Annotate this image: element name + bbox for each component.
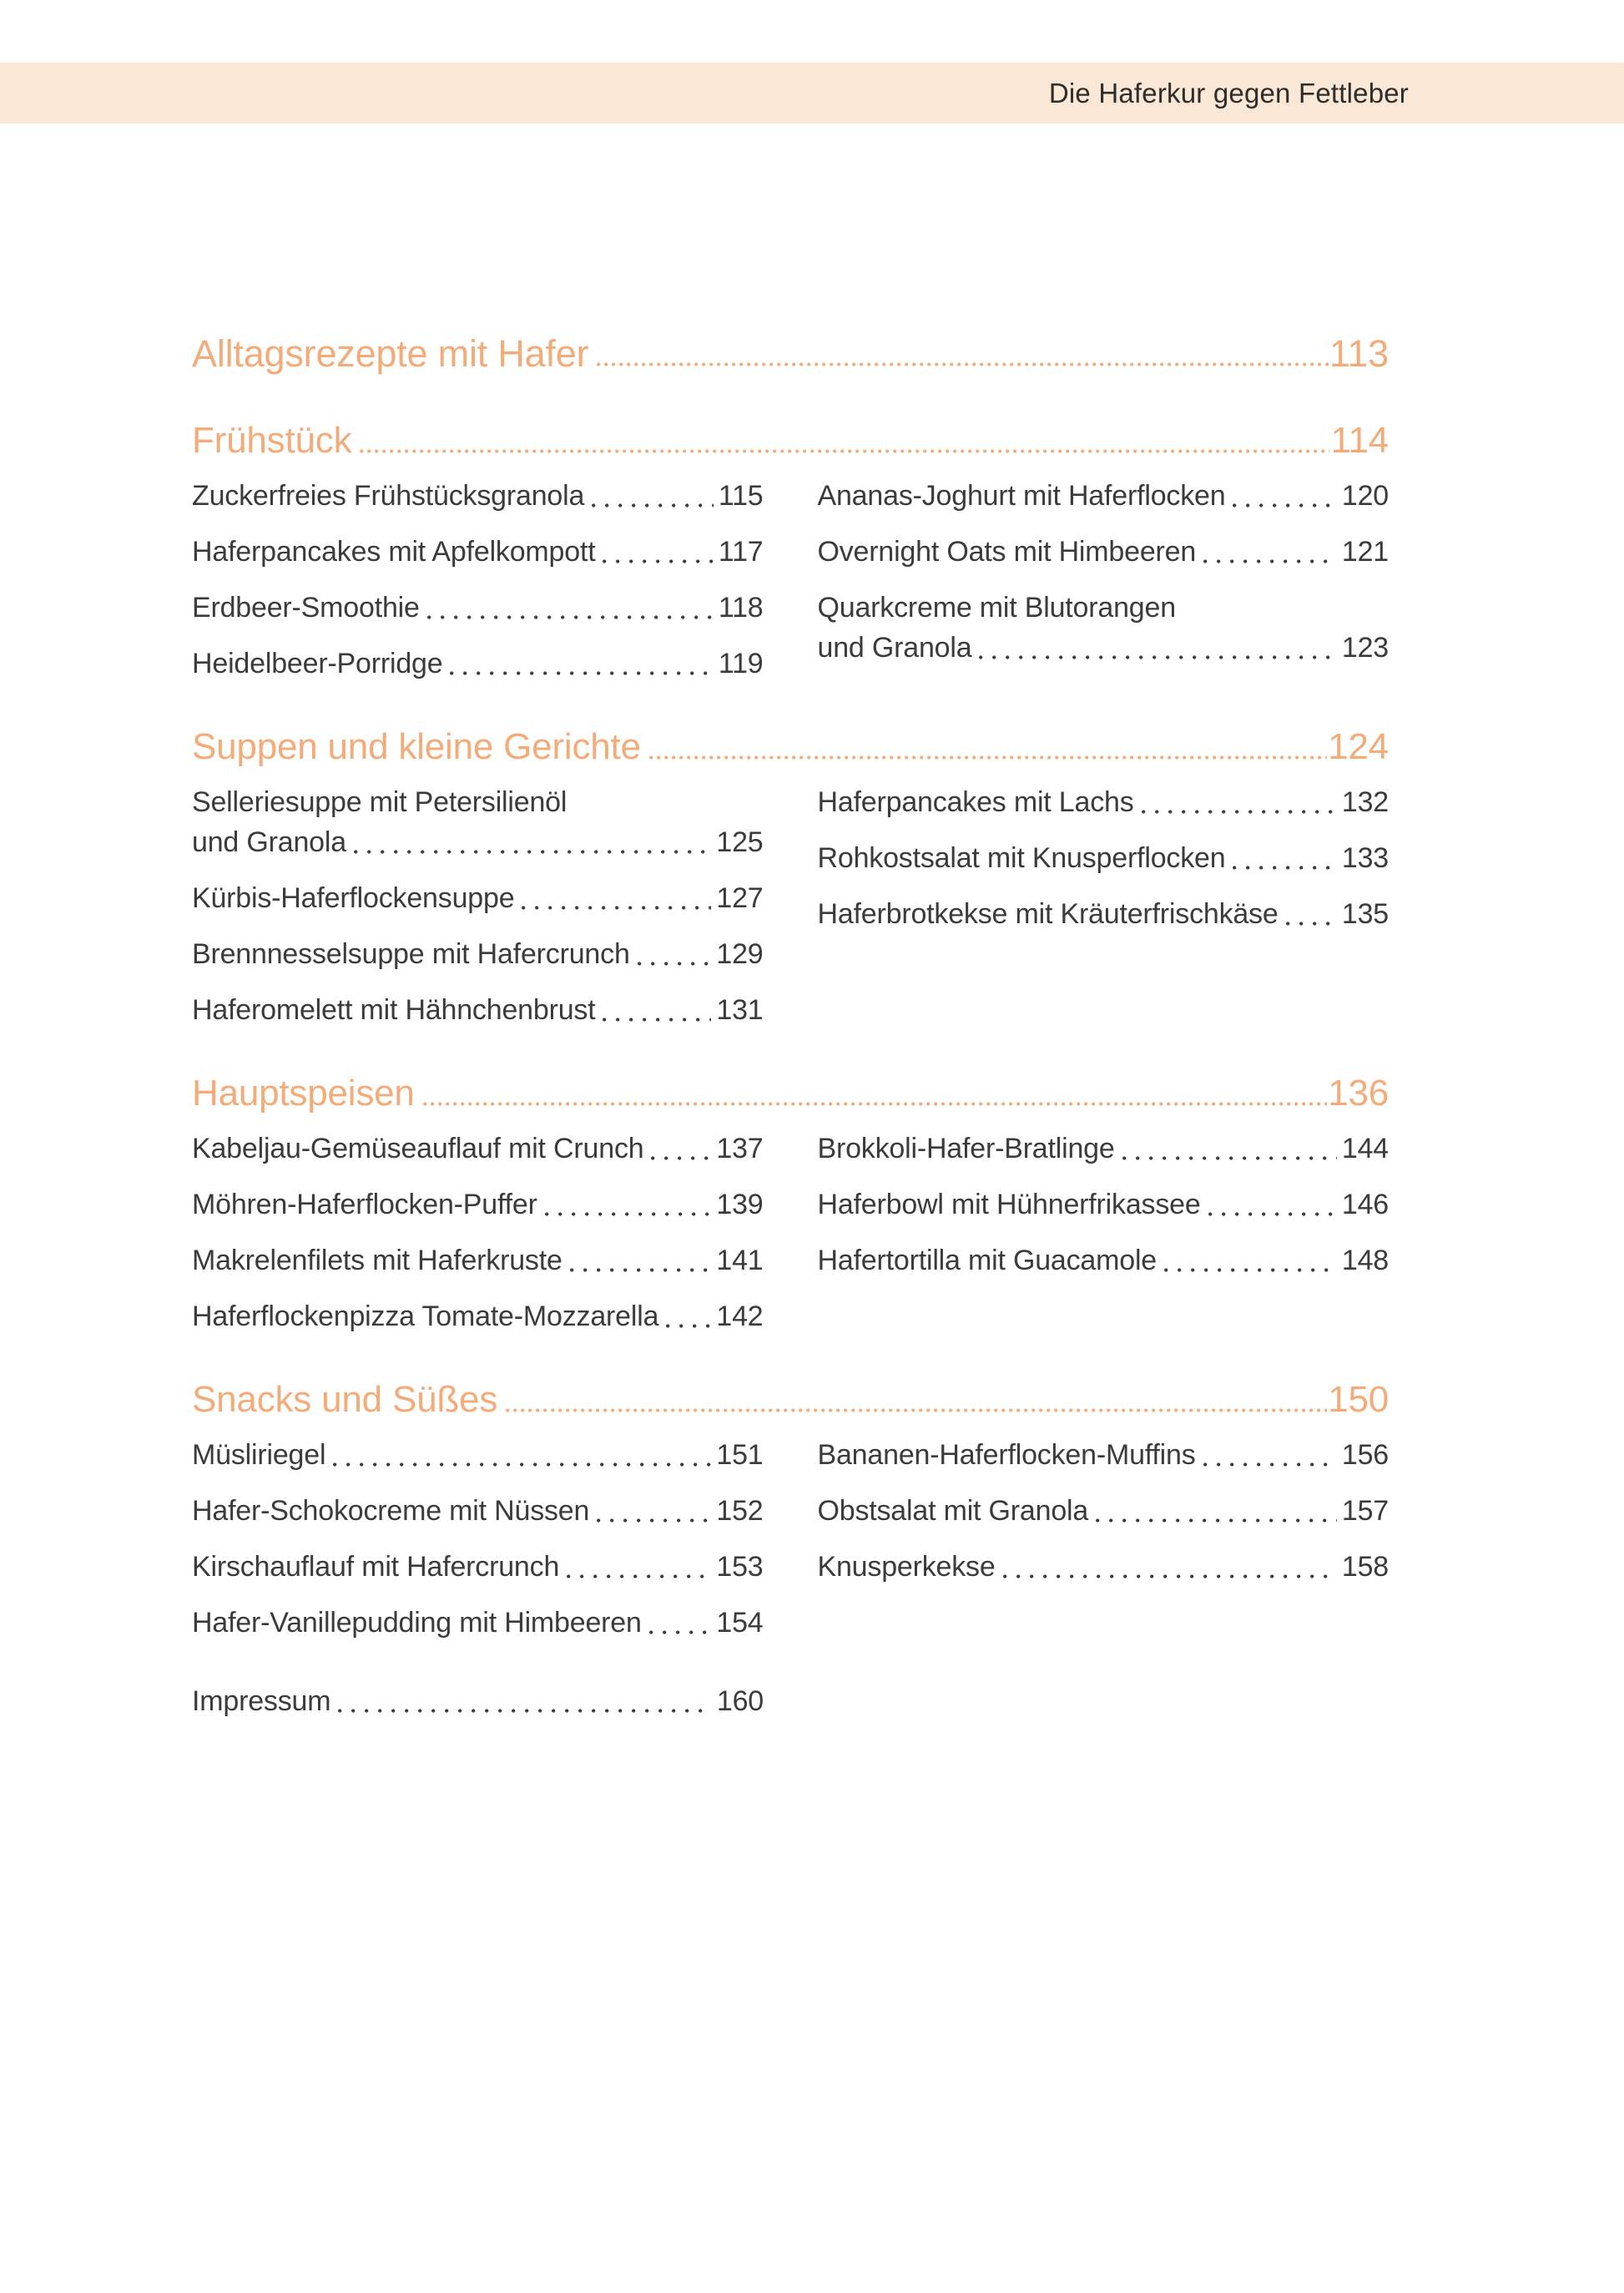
toc-entry-line	[192, 644, 764, 684]
toc-entry-title: Hafertortilla mit Guacamole	[817, 1245, 1157, 1276]
toc-entry	[818, 1129, 1389, 1169]
toc-entry	[818, 838, 1389, 878]
toc-entry-line	[192, 934, 764, 974]
toc-entry	[192, 934, 764, 974]
dot-leader	[360, 449, 1329, 453]
toc-entry-title: Kirschauflauf mit Hafercrunch	[192, 1551, 560, 1583]
dot-leader	[1233, 503, 1336, 508]
toc-entry-line	[818, 1184, 1389, 1225]
toc-entry-page-number: 142	[716, 1301, 764, 1332]
toc-entry-page-number: 153	[716, 1551, 764, 1583]
dot-leader	[354, 850, 711, 854]
toc-entry	[818, 476, 1389, 516]
toc-entry	[192, 1435, 764, 1475]
toc-entry-page-number: 117	[718, 536, 764, 568]
toc-entry-line	[818, 782, 1389, 822]
toc-entry-line	[192, 990, 764, 1030]
toc-entry	[192, 476, 764, 516]
toc-entry-page-number: 160	[716, 1685, 764, 1717]
toc-entry	[192, 1547, 764, 1587]
toc-entry-line	[818, 1491, 1389, 1531]
toc-entry-title: Hafer-Schokocreme mit Nüssen	[192, 1495, 590, 1527]
toc-entry-title: Impressum	[192, 1685, 331, 1717]
toc-entry	[192, 1184, 764, 1225]
toc-entry-title: Haferomelett mit Hähnchenbrust	[192, 994, 596, 1026]
toc-entry-line	[818, 532, 1389, 572]
toc-entry-line	[192, 1129, 764, 1169]
toc-entry-line	[192, 588, 764, 628]
toc-entry-title: Möhren-Haferflocken-Puffer	[192, 1189, 537, 1220]
dot-leader	[1003, 1574, 1337, 1578]
toc-entry-line	[192, 1240, 764, 1280]
toc-entry-line	[192, 476, 764, 516]
toc-entry-title: Brennnesselsuppe mit Hafercrunch	[192, 938, 630, 970]
toc-entry	[192, 644, 764, 684]
toc-entry-title: Heidelbeer-Porridge	[192, 648, 443, 679]
toc-entry-page-number: 127	[716, 882, 764, 914]
toc-entry-title: und Granola	[817, 632, 972, 664]
dot-leader	[597, 362, 1328, 366]
toc-entry	[818, 894, 1389, 934]
dot-leader	[1233, 866, 1336, 870]
toc-entry-page-number: 120	[1341, 480, 1389, 512]
toc-entry	[192, 878, 764, 918]
toc-entry-title: Erdbeer-Smoothie	[192, 592, 420, 624]
toc-entry-title: Overnight Oats mit Himbeeren	[817, 536, 1197, 568]
toc-entry-title: Zuckerfreies Frühstücksgranola	[192, 480, 585, 512]
toc-entry	[818, 1491, 1389, 1531]
toc-entry-title: Müsliriegel	[192, 1439, 326, 1471]
toc-entry	[192, 990, 764, 1030]
toc-entry-title: Hafer-Vanillepudding mit Himbeeren	[192, 1607, 642, 1639]
dot-leader	[1203, 559, 1337, 563]
toc-entry-page-number: 133	[1341, 842, 1389, 874]
toc-column-left	[192, 782, 764, 1030]
toc-entry-page-number: 158	[1341, 1551, 1389, 1583]
toc-columns	[192, 1129, 1389, 1336]
toc-section	[192, 1376, 1389, 1643]
toc-columns	[192, 1435, 1389, 1643]
dot-leader	[666, 1324, 711, 1328]
toc-section	[192, 417, 1389, 684]
toc-entry-page-number: 121	[1341, 536, 1389, 568]
toc-entry-page-number: 157	[1341, 1495, 1389, 1527]
toc-entry-page-number: 141	[716, 1245, 764, 1276]
toc-entry-title: Haferbowl mit Hühnerfrikassee	[817, 1189, 1201, 1220]
heading-page-number: 124	[1328, 726, 1389, 767]
dot-leader	[979, 655, 1336, 659]
toc-entry-line	[818, 1129, 1389, 1169]
toc-column-left	[192, 1435, 764, 1643]
toc-entry-line	[192, 1184, 764, 1225]
toc-entry-page-number: 156	[1341, 1439, 1389, 1471]
toc-entry-title: Selleriesuppe mit Petersilienöl	[192, 786, 567, 818]
toc-column-right	[818, 1435, 1389, 1587]
toc-entry-line	[818, 838, 1389, 878]
dot-leader	[1286, 922, 1337, 926]
toc-entry-page-number: 152	[716, 1495, 764, 1527]
heading-label: Snacks und Süßes	[192, 1379, 498, 1420]
dot-leader	[597, 1518, 711, 1523]
toc-entry-line	[192, 532, 764, 572]
toc-entry-line	[192, 1547, 764, 1587]
toc-entry-title: Obstsalat mit Granola	[817, 1495, 1089, 1527]
toc-columns	[192, 782, 1389, 1030]
toc-entry-page-number: 137	[716, 1133, 764, 1164]
toc-entry-page-number: 123	[1341, 632, 1389, 664]
toc-column-right	[818, 476, 1389, 668]
toc-entry-title: Haferflockenpizza Tomate-Mozzarella	[192, 1301, 659, 1332]
toc-entry	[192, 1129, 764, 1169]
toc-section	[192, 1070, 1389, 1336]
toc-entry-line	[192, 1603, 764, 1643]
toc-entry-page-number: 115	[718, 480, 764, 512]
toc-entry-line	[818, 1547, 1389, 1587]
toc-entry-title: Quarkcreme mit Blutorangen	[817, 592, 1176, 624]
toc-entry-page-number: 125	[716, 826, 764, 858]
dot-leader	[649, 1630, 712, 1634]
dot-leader	[603, 559, 713, 563]
dot-leader	[1164, 1268, 1337, 1272]
dot-leader	[522, 906, 711, 910]
toc-entry	[192, 1681, 764, 1721]
toc-columns	[192, 476, 1389, 684]
dot-leader	[649, 755, 1327, 760]
toc-entry-title: Brokkoli-Hafer-Bratlinge	[817, 1133, 1115, 1164]
heading-label: Frühstück	[192, 420, 352, 461]
toc-entry-line	[192, 1435, 764, 1475]
dot-leader	[545, 1212, 712, 1216]
toc-entry	[192, 782, 764, 862]
table-of-contents	[192, 331, 1389, 1721]
toc-entry-title: Ananas-Joghurt mit Haferflocken	[817, 480, 1226, 512]
toc-entry-line	[818, 476, 1389, 516]
toc-entry-line	[818, 894, 1389, 934]
toc-entry-page-number: 129	[716, 938, 764, 970]
heading-page-number: 150	[1328, 1379, 1389, 1420]
toc-entry-title: Knusperkekse	[817, 1551, 996, 1583]
toc-entry-title: Kürbis-Haferflockensuppe	[192, 882, 515, 914]
dot-leader	[570, 1268, 712, 1272]
toc-entry	[818, 1547, 1389, 1587]
toc-entry-line	[192, 1296, 764, 1336]
heading-label: Suppen und kleine Gerichte	[192, 726, 641, 767]
toc-entry-title: Rohkostsalat mit Knusperflocken	[817, 842, 1226, 874]
dot-leader	[1208, 1212, 1337, 1216]
toc-entry	[192, 1603, 764, 1643]
toc-entry-title: Haferpancakes mit Lachs	[817, 786, 1134, 818]
toc-entry-title: Haferbrotkekse mit Kräuterfrischkäse	[817, 898, 1279, 930]
toc-entry-title: Bananen-Haferflocken-Muffins	[817, 1439, 1196, 1471]
section-heading	[192, 1376, 1389, 1423]
toc-entry	[818, 588, 1389, 668]
dot-leader	[567, 1574, 711, 1578]
toc-entry-page-number: 146	[1341, 1189, 1389, 1220]
toc-entry	[818, 1435, 1389, 1475]
dot-leader	[1203, 1462, 1337, 1467]
section-heading	[192, 417, 1389, 464]
toc-entry-title: Kabeljau-Gemüseauflauf mit Crunch	[192, 1133, 644, 1164]
toc-entry	[192, 1491, 764, 1531]
dot-leader	[1096, 1518, 1337, 1523]
toc-column-right	[818, 782, 1389, 934]
heading-label: Alltagsrezepte mit Hafer	[192, 332, 589, 375]
section-heading	[192, 724, 1389, 770]
toc-entry-line	[192, 822, 764, 862]
toc-entry-page-number: 119	[718, 648, 764, 679]
toc-entry	[192, 1240, 764, 1280]
toc-entry-line	[192, 1491, 764, 1531]
impressum-row	[192, 1681, 764, 1721]
heading-page-number: 136	[1328, 1073, 1389, 1114]
book-title: Die Haferkur gegen Fettleber	[1048, 77, 1409, 109]
toc-entry	[818, 1184, 1389, 1225]
dot-leader	[423, 1102, 1328, 1106]
toc-section	[192, 724, 1389, 1030]
heading-page-number: 113	[1329, 332, 1389, 375]
dot-leader	[338, 1709, 712, 1713]
toc-entry-page-number: 151	[716, 1439, 764, 1471]
chapter-heading	[192, 331, 1389, 377]
toc-column-right	[818, 1129, 1389, 1280]
toc-entry-line	[192, 1681, 764, 1721]
toc-entry-title: Makrelenfilets mit Haferkruste	[192, 1245, 562, 1276]
heading-page-number: 114	[1330, 420, 1389, 461]
toc-entry-page-number: 131	[716, 994, 764, 1026]
toc-entry-page-number: 139	[716, 1189, 764, 1220]
dot-leader	[592, 503, 714, 508]
toc-entry-line	[818, 628, 1389, 668]
toc-entry	[818, 532, 1389, 572]
dot-leader	[651, 1156, 711, 1160]
toc-entry-title: und Granola	[192, 826, 346, 858]
toc-entry-title: Haferpancakes mit Apfelkompott	[192, 536, 596, 568]
toc-entry-page-number: 118	[718, 592, 764, 624]
dot-leader	[1122, 1156, 1337, 1160]
dot-leader	[1142, 810, 1337, 814]
toc-entry-page-number: 148	[1341, 1245, 1389, 1276]
dot-leader	[333, 1462, 711, 1467]
page-header-bar	[0, 63, 1624, 124]
toc-entry-page-number: 144	[1341, 1133, 1389, 1164]
heading-label: Hauptspeisen	[192, 1073, 415, 1114]
toc-entry	[818, 1240, 1389, 1280]
toc-entry-line	[818, 1240, 1389, 1280]
toc-entry-page-number: 154	[716, 1607, 764, 1639]
dot-leader	[638, 962, 712, 966]
toc-entry-page-number: 135	[1341, 898, 1389, 930]
toc-entry	[192, 588, 764, 628]
toc-entry	[818, 782, 1389, 822]
toc-entry	[192, 1296, 764, 1336]
toc-entry-page-number: 132	[1341, 786, 1389, 818]
dot-leader	[450, 671, 713, 675]
toc-entry	[192, 532, 764, 572]
dot-leader	[427, 615, 714, 619]
toc-column-left	[192, 476, 764, 684]
section-heading	[192, 1070, 1389, 1117]
toc-column-left	[192, 1129, 764, 1336]
toc-entry-line	[192, 878, 764, 918]
dot-leader	[603, 1018, 711, 1022]
toc-entry-line	[818, 1435, 1389, 1475]
dot-leader	[506, 1408, 1327, 1412]
